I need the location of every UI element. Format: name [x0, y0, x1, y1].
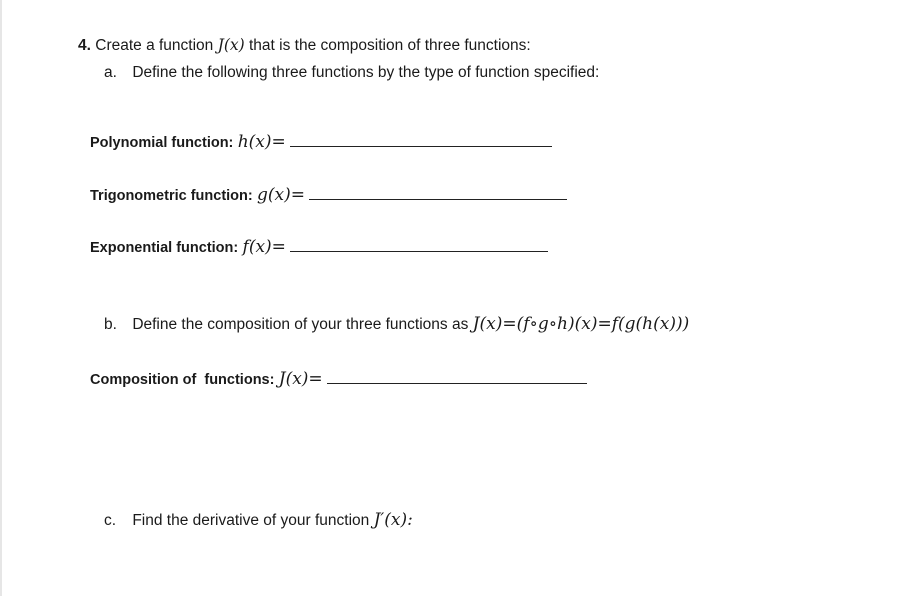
question-4	[78, 36, 531, 55]
part-b	[104, 314, 689, 334]
part-b-label: b.	[104, 316, 117, 333]
composition-expr: J(x)=	[278, 369, 323, 389]
polynomial-label: Polynomial function:	[90, 135, 234, 151]
derivative-expr: J′(x):	[373, 510, 413, 530]
part-a-text: Define the following three functions by the type of function specified:	[132, 64, 600, 81]
exponential-answer-blank[interactable]	[290, 237, 548, 252]
question-text: Create a function	[95, 37, 214, 54]
polynomial-expr: h(x)=	[237, 132, 286, 152]
trigonometric-answer-blank[interactable]	[309, 185, 567, 200]
composition-field	[90, 369, 587, 389]
question-text-2: that is the composition of three functions:	[248, 37, 531, 54]
exponential-field	[90, 237, 548, 257]
part-a-label: a.	[104, 64, 117, 81]
composition-definition-expr: J(x)=(f∘g∘h)(x)=f(g(h(x)))	[472, 314, 690, 334]
question-function: J(x)	[217, 36, 245, 54]
trigonometric-field	[90, 185, 567, 205]
part-c-label: c.	[104, 512, 117, 529]
composition-answer-blank[interactable]	[327, 369, 587, 384]
trigonometric-label: Trigonometric function:	[90, 188, 253, 204]
trigonometric-expr: g(x)=	[257, 185, 306, 205]
question-number: 4.	[78, 37, 91, 54]
part-a	[104, 64, 599, 82]
exponential-expr: f(x)=	[242, 237, 286, 257]
part-b-text: Define the composition of your three functions as	[132, 316, 469, 333]
exponential-label: Exponential function:	[90, 240, 239, 256]
part-c-text: Find the derivative of your function	[132, 512, 370, 529]
polynomial-field	[90, 132, 552, 152]
polynomial-answer-blank[interactable]	[290, 132, 552, 147]
part-c	[104, 510, 413, 530]
page-edge	[0, 0, 2, 596]
composition-label: Composition of functions:	[90, 372, 275, 388]
